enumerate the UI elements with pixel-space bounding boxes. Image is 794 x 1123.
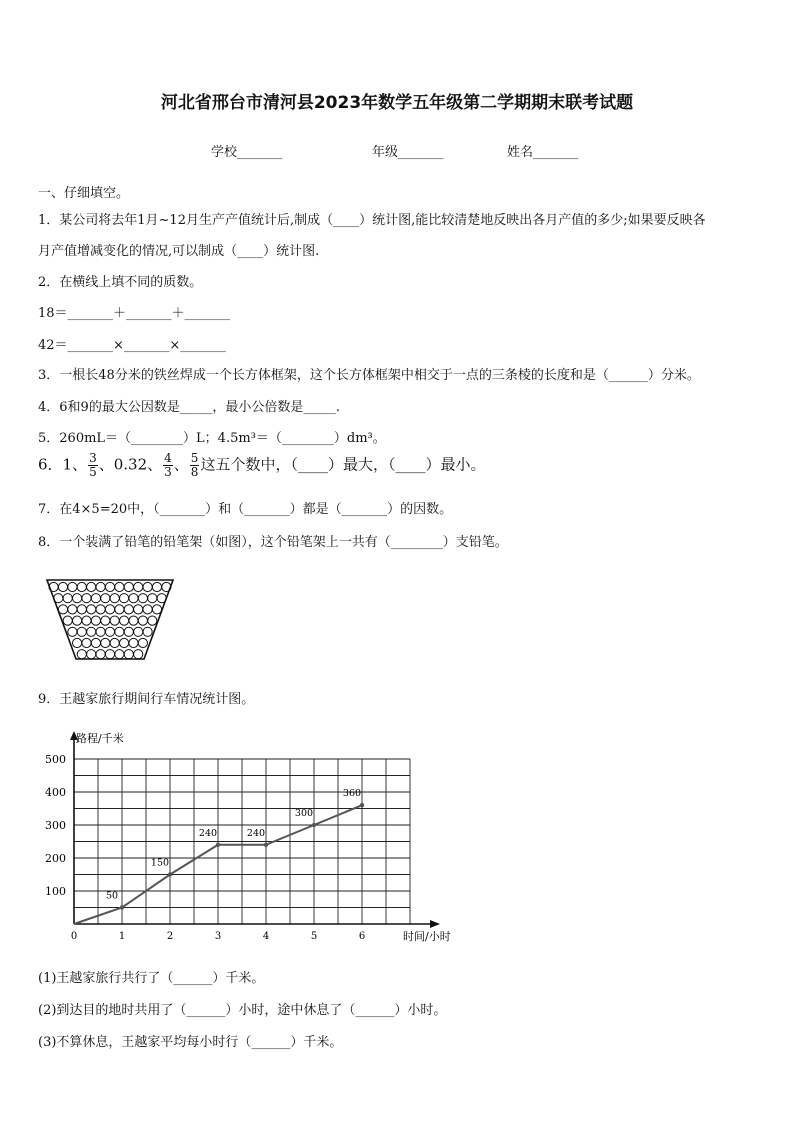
x-tick-label: 6: [358, 931, 366, 942]
pencil-circle: [54, 594, 63, 603]
pencil-circle: [120, 594, 129, 603]
pencil-circle: [115, 650, 124, 659]
fraction-5-8: [190, 452, 200, 479]
pencil-circle: [91, 638, 100, 647]
pencil-circle: [87, 605, 96, 614]
pencil-circle: [82, 594, 91, 603]
travel-line-chart: [30, 728, 470, 948]
question-1-line-1: 1．某公司将去年1月~12月生产产值统计后,制成（____）统计图,能比较清楚地反映出各月产值的多少;如果要反映各: [38, 213, 706, 228]
pencil-circle: [96, 605, 105, 614]
question-7: 7．在4×5=20中，（_______）和（_______）都是（_______）的因数。: [38, 502, 453, 517]
data-label: 50: [105, 890, 119, 902]
x-tick-label: 3: [214, 931, 222, 942]
y-tick-label: 300: [45, 819, 66, 832]
pencil-circle: [124, 582, 133, 591]
grade-field: 年级_______: [372, 145, 444, 160]
data-label: 150: [150, 857, 170, 869]
pencil-circle: [77, 650, 86, 659]
data-label: 300: [294, 808, 314, 819]
pencil-circle: [77, 627, 86, 636]
pencil-circle: [120, 638, 129, 647]
pencil-circle: [68, 582, 77, 591]
pencil-circle: [68, 627, 77, 636]
pencil-circle: [143, 605, 152, 614]
pencil-circle: [77, 605, 86, 614]
question-4: 4．6和9的最大公因数是_____，最小公倍数是_____.: [38, 400, 340, 415]
pencil-circle: [134, 582, 143, 591]
x-tick-label: 4: [262, 931, 270, 942]
y-axis-label: 路程/千米: [76, 732, 124, 745]
pencil-circle: [101, 594, 110, 603]
question-6: [38, 452, 485, 479]
pencil-circle: [124, 650, 133, 659]
question-6-suffix: 这五个数中，（____）最大，（____）最小。: [200, 455, 486, 474]
pencil-circle: [87, 650, 96, 659]
pencil-circle: [58, 605, 67, 614]
data-label: 360: [342, 788, 362, 800]
question-9-part-2: (2)到达目的地时共用了（______）小时，途中休息了（______）小时。: [38, 1003, 447, 1018]
data-point: [216, 843, 220, 847]
pencil-circle: [105, 582, 114, 591]
y-tick-label: 400: [45, 786, 66, 799]
question-6-separator: 、: [173, 455, 189, 474]
pencil-circle: [96, 650, 105, 659]
fraction-4-3: [163, 452, 173, 479]
question-9: 9．王越家旅行期间行车情况统计图。: [38, 692, 255, 707]
data-point: [120, 905, 124, 909]
question-6-mid: 、0.32、: [98, 455, 163, 474]
question-6-prefix: 6．1、: [38, 455, 88, 474]
pencil-circle: [105, 650, 114, 659]
pencil-circle: [91, 594, 100, 603]
pencil-circle: [96, 627, 105, 636]
pencil-circle: [110, 616, 119, 625]
pencil-circle: [129, 594, 138, 603]
pencil-circle: [63, 616, 72, 625]
pencil-circle: [82, 616, 91, 625]
data-label: 240: [246, 827, 266, 839]
fraction-numerator: 5: [190, 451, 199, 465]
pencil-circle: [115, 627, 124, 636]
fraction-denominator: 3: [164, 465, 172, 479]
pencil-circle: [134, 650, 143, 659]
pencil-circle: [87, 582, 96, 591]
x-axis-label: 时间/小时: [403, 930, 451, 943]
pencil-circle: [152, 605, 161, 614]
x-tick-label: 1: [118, 931, 126, 942]
x-axis-arrow: [430, 920, 440, 928]
pencil-circle: [124, 605, 133, 614]
x-tick-label: 0: [70, 931, 78, 942]
question-3: 3．一根长48分米的铁丝焊成一个长方体框架，这个长方体框架中相交于一点的三条棱的长度和是（______）分米。: [38, 368, 700, 383]
question-9-part-3: (3)不算休息，王越家平均每小时行（______）千米。: [38, 1035, 343, 1050]
data-point: [168, 872, 172, 876]
pencil-circle: [82, 638, 91, 647]
pencil-circle: [134, 627, 143, 636]
pencil-circle: [96, 582, 105, 591]
question-5: 5．260mL＝（________）L；4.5m³＝（________）dm³。: [38, 431, 386, 446]
pencil-circle: [120, 616, 129, 625]
fraction-3-5: [88, 452, 98, 479]
pencil-circle: [73, 594, 82, 603]
question-8: 8．一个装满了铅笔的铅笔架（如图），这个铅笔架上一共有（________）支铅笔。: [38, 535, 508, 550]
pencil-circle: [77, 582, 86, 591]
pencil-circle: [124, 627, 133, 636]
fraction-numerator: 4: [164, 451, 172, 465]
pencil-circle: [110, 594, 119, 603]
pencil-circle: [115, 605, 124, 614]
name-field: 姓名_______: [507, 145, 579, 160]
pencil-circle: [129, 616, 138, 625]
pencil-circle: [115, 582, 124, 591]
pencil-circle: [101, 638, 110, 647]
data-point: [312, 823, 316, 827]
question-1-line-2: 月产值增减变化的情况,可以制成（____）统计图.: [38, 244, 320, 259]
pencil-circle: [58, 582, 67, 591]
school-field: 学校_______: [211, 145, 283, 160]
pencil-circle: [157, 594, 166, 603]
pencil-circle: [148, 616, 157, 625]
question-2: 2．在横线上填不同的质数。: [38, 275, 203, 290]
pencil-circle: [110, 638, 119, 647]
pencil-circle: [87, 627, 96, 636]
question-2-line-b: 42＝_______×_______×_______: [38, 338, 226, 353]
pencil-circle: [138, 616, 147, 625]
page-title: 河北省邢台市清河县2023年数学五年级第二学期期末联考试题: [160, 93, 634, 113]
pencil-circle: [91, 616, 100, 625]
pencil-circle: [138, 638, 147, 647]
pencil-holder-figure: [44, 574, 176, 662]
pencil-circle: [101, 616, 110, 625]
data-point: [264, 843, 268, 847]
y-tick-label: 100: [45, 885, 66, 898]
pencil-circle: [63, 594, 72, 603]
fraction-denominator: 5: [89, 465, 97, 479]
y-tick-label: 200: [45, 852, 66, 865]
fraction-numerator: 3: [89, 451, 97, 465]
pencil-circle: [134, 605, 143, 614]
pencil-circle: [68, 605, 77, 614]
pencil-circle: [143, 582, 152, 591]
pencil-circle: [143, 627, 152, 636]
data-point: [360, 803, 364, 807]
section-heading: 一、仔细填空。: [38, 186, 130, 201]
fraction-denominator: 8: [190, 465, 199, 479]
pencil-circle: [148, 594, 157, 603]
pencil-circle: [138, 594, 147, 603]
pencil-circle: [73, 616, 82, 625]
question-9-part-1: (1)王越家旅行共行了（______）千米。: [38, 971, 265, 986]
question-2-line-a: 18＝_______＋_______＋_______: [38, 306, 231, 321]
pencil-circle: [73, 638, 82, 647]
pencil-circle: [105, 605, 114, 614]
pencil-circle: [152, 582, 161, 591]
x-tick-label: 2: [166, 931, 174, 942]
pencil-circle: [129, 638, 138, 647]
pencil-circle: [105, 627, 114, 636]
y-tick-label: 500: [45, 753, 66, 766]
data-label: 240: [198, 827, 218, 839]
x-tick-label: 5: [310, 931, 318, 942]
